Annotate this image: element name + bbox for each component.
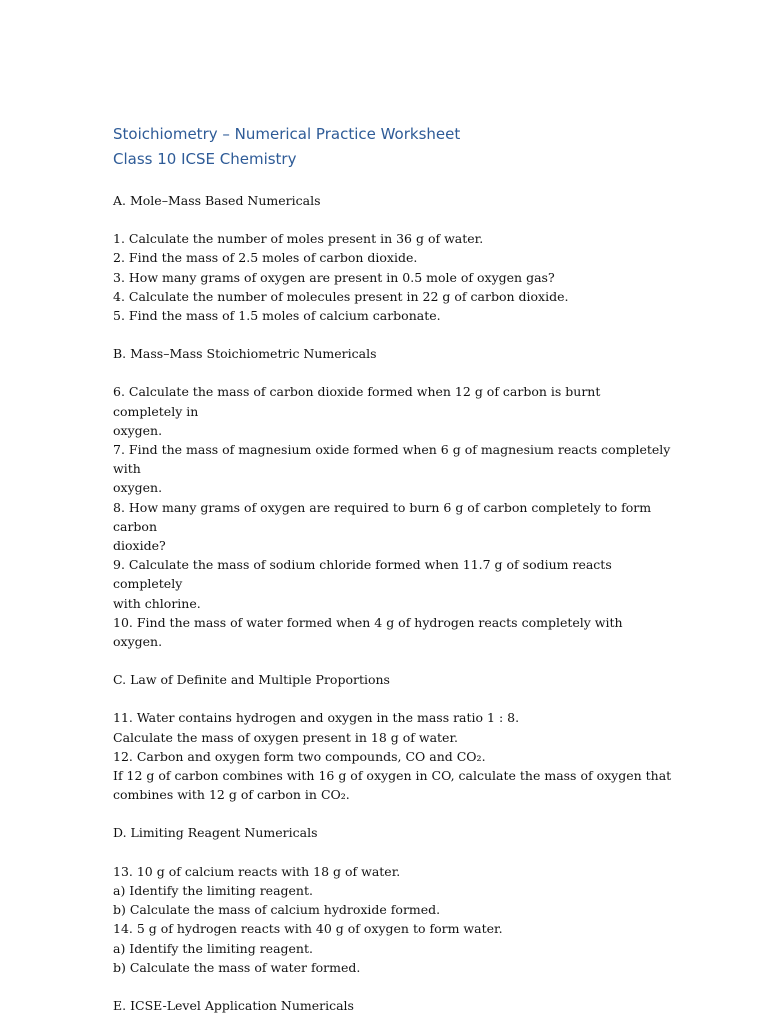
- question-line: 1. Calculate the number of moles present in 36 g of water.: [113, 231, 484, 247]
- question-line: 2. Find the mass of 2.5 moles of carbon dioxide.: [113, 250, 418, 266]
- question-list: [113, 708, 673, 804]
- section-c: [113, 670, 673, 804]
- question-line: If 12 g of carbon combines with 16 g of oxygen in CO, calculate the mass of oxygen that: [113, 768, 672, 784]
- question-line: a) Identify the limiting reagent.: [113, 940, 313, 956]
- question-line: with chlorine.: [113, 595, 201, 611]
- section-a: [113, 191, 673, 325]
- question-line: Calculate the mass of oxygen present in 18 g of water.: [113, 729, 459, 745]
- question-line: b) Calculate the mass of calcium hydroxide formed.: [113, 902, 441, 918]
- question-line: 7. Find the mass of magnesium oxide formed when 6 g of magnesium reacts completely with: [113, 442, 671, 477]
- document-subtitle: Class 10 ICSE Chemistry: [113, 150, 297, 168]
- section-d: [113, 823, 673, 976]
- title-block: [113, 122, 673, 172]
- question-line: 10. Find the mass of water formed when 4 g of hydrogen reacts completely with oxygen.: [113, 614, 623, 650]
- question-list: [113, 229, 673, 325]
- question-line: 3. How many grams of oxygen are present in 0.5 mole of oxygen gas?: [113, 269, 555, 285]
- section-heading: C. Law of Definite and Multiple Proportions: [113, 672, 390, 688]
- question-line: 9. Calculate the mass of sodium chloride formed when 11.7 g of sodium reacts completely: [113, 557, 612, 592]
- question-line: b) Calculate the mass of water formed.: [113, 959, 361, 975]
- question-line: 8. How many grams of oxygen are required to burn 6 g of carbon completely to form carbon: [113, 499, 652, 534]
- question-line: 14. 5 g of hydrogen reacts with 40 g of oxygen to form water.: [113, 921, 503, 937]
- section-heading: E. ICSE-Level Application Numericals: [113, 997, 354, 1013]
- question-line: 12. Carbon and oxygen form two compounds, CO and CO₂.: [113, 748, 486, 764]
- question-line: 6. Calculate the mass of carbon dioxide formed when 12 g of carbon is burnt completely in: [113, 384, 601, 419]
- question-list: [113, 382, 673, 651]
- question-list: [113, 862, 673, 977]
- section-heading: A. Mole–Mass Based Numericals: [113, 193, 321, 208]
- section-heading: D. Limiting Reagent Numericals: [113, 825, 318, 841]
- document-title: Stoichiometry – Numerical Practice Worksheet: [113, 125, 461, 143]
- question-line: oxygen.: [113, 480, 163, 496]
- section-e: [113, 996, 673, 1015]
- question-line: 5. Find the mass of 1.5 moles of calcium carbonate.: [113, 308, 441, 324]
- section-b: [113, 344, 673, 651]
- worksheet-page: [113, 122, 673, 1015]
- question-line: a) Identify the limiting reagent.: [113, 882, 313, 898]
- question-line: combines with 12 g of carbon in CO₂.: [113, 787, 350, 803]
- question-line: 4. Calculate the number of molecules present in 22 g of carbon dioxide.: [113, 288, 569, 304]
- question-line: oxygen.: [113, 422, 163, 438]
- question-line: 11. Water contains hydrogen and oxygen in the mass ratio 1 : 8.: [113, 710, 520, 726]
- question-line: dioxide?: [113, 538, 166, 554]
- question-line: 13. 10 g of calcium reacts with 18 g of water.: [113, 863, 401, 879]
- section-heading: B. Mass–Mass Stoichiometric Numericals: [113, 346, 377, 362]
